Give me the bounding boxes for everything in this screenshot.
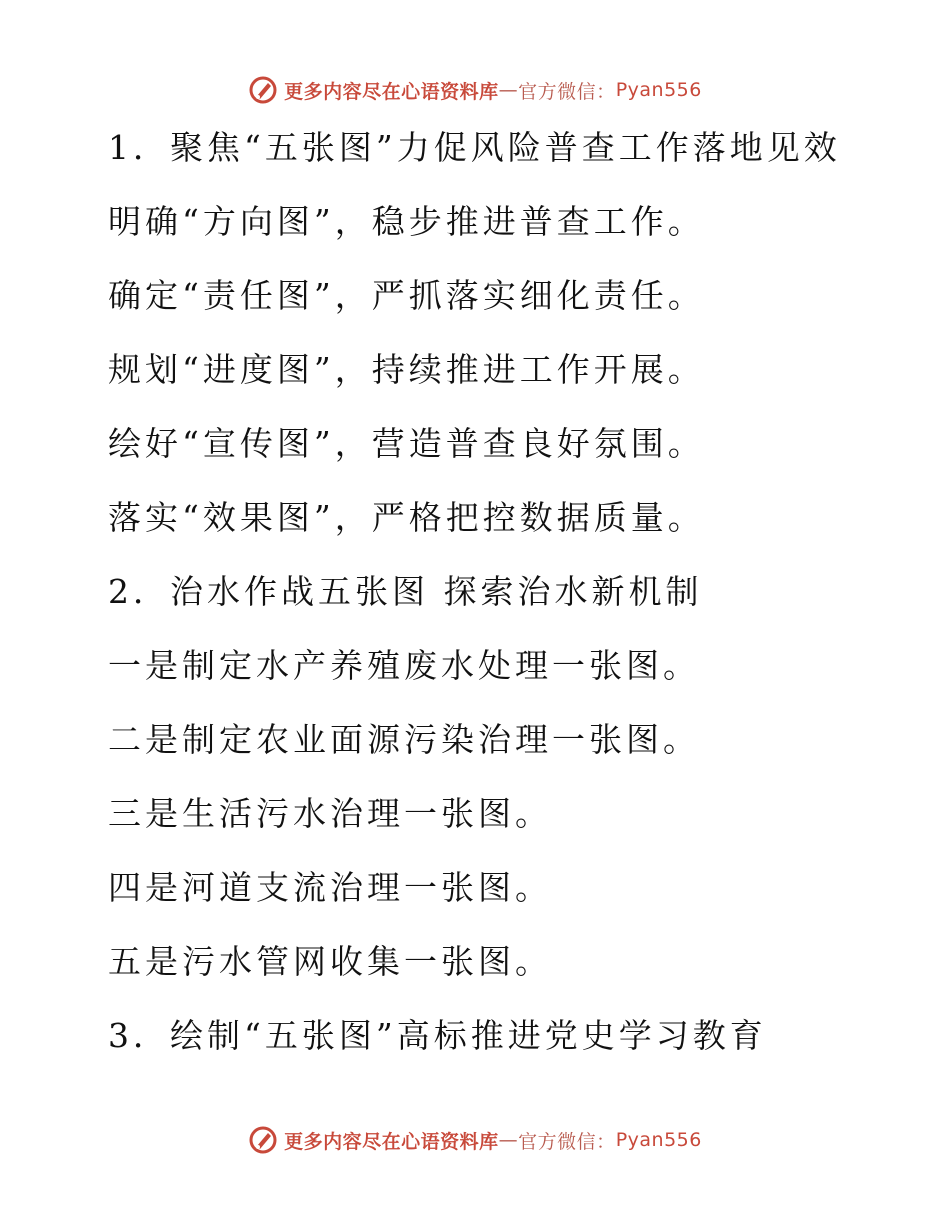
heading-2: 2．治水作战五张图 探索治水新机制 — [108, 572, 703, 611]
paragraph-line: 确定“责任图”，严抓落实细化责任。 — [108, 276, 705, 315]
heading-1: 1．聚焦“五张图”力促风险普查工作落地见效 — [108, 128, 841, 167]
paragraph-line: 规划“进度图”，持续推进工作开展。 — [108, 350, 705, 389]
watermark-separator: — — [498, 1129, 519, 1151]
paragraph-line: 二是制定农业面源污染治理一张图。 — [108, 720, 700, 759]
paragraph-line: 明确“方向图”，稳步推进普查工作。 — [108, 202, 705, 241]
watermark-separator: — — [498, 79, 519, 101]
watermark-label: 官方微信： — [518, 80, 616, 103]
header-watermark — [0, 70, 950, 110]
paragraph-line: 四是河道支流治理一张图。 — [108, 868, 552, 907]
heading-3: 3．绘制“五张图”高标推进党史学习教育 — [108, 1016, 767, 1055]
watermark-label: 官方微信： — [518, 1130, 616, 1153]
pen-logo-icon — [248, 75, 278, 105]
footer-watermark — [0, 1120, 950, 1160]
watermark-main-text: 更多内容尽在心语资料库 — [284, 80, 499, 103]
watermark-id: Pyan556 — [615, 1129, 702, 1151]
pen-logo-icon — [248, 1125, 278, 1155]
watermark-id: Pyan556 — [615, 79, 702, 101]
document-body — [108, 118, 908, 1080]
watermark-main-text: 更多内容尽在心语资料库 — [284, 1130, 499, 1153]
paragraph-line: 三是生活污水治理一张图。 — [108, 794, 552, 833]
paragraph-line: 一是制定水产养殖废水处理一张图。 — [108, 646, 700, 685]
paragraph-line: 落实“效果图”，严格把控数据质量。 — [108, 498, 705, 537]
paragraph-line: 绘好“宣传图”，营造普查良好氛围。 — [108, 424, 705, 463]
paragraph-line: 五是污水管网收集一张图。 — [108, 942, 552, 981]
